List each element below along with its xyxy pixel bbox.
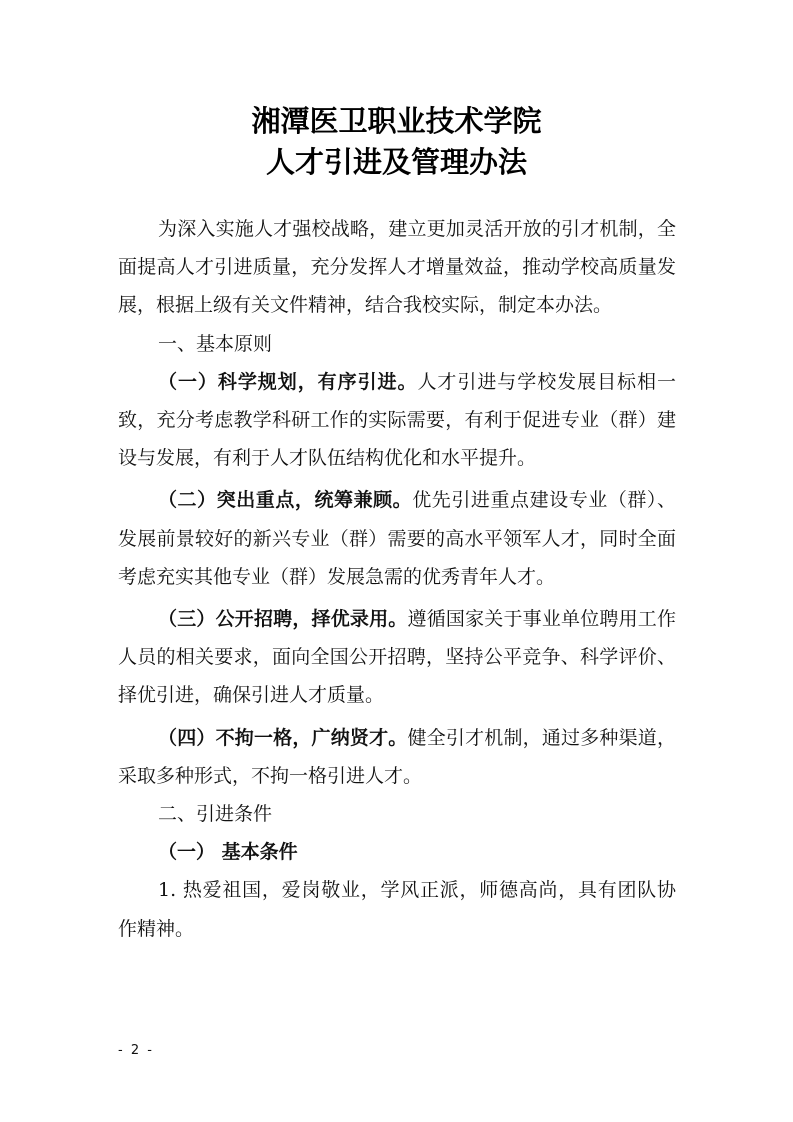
principle-lead-2: （二）突出重点，统筹兼顾。 xyxy=(158,489,413,512)
condition-item-1: 1. 热爱祖国，爱岗敬业，学风正派，师德高尚，具有团队协作精神。 xyxy=(118,879,676,940)
principle-text-2: 优先引进重点建设专业（群）、发展前景较好的新兴专业（群）需要的高水平领军人才，同时全面考虑充实其他专业（群）发展急需的优秀青年人才。 xyxy=(118,489,676,588)
section2-heading: 二、引进条件 xyxy=(158,803,273,826)
principle-lead-4: （四）不拘一格，广纳贤才。 xyxy=(158,726,408,749)
principle-lead-1: （一）科学规划，有序引进。 xyxy=(158,370,418,393)
document-body xyxy=(118,210,676,948)
document-title-line2: 人才引进及管理办法 xyxy=(265,145,527,179)
page-number: - 2 - xyxy=(118,1043,154,1058)
document-title-line1: 湘潭医卫职业技术学院 xyxy=(251,104,542,138)
principle-paragraph-3 xyxy=(118,600,676,715)
principle-lead-3: （三）公开招聘，择优录用。 xyxy=(158,608,408,631)
principle-text-3: 遵循国家关于事业单位聘用工作人员的相关要求，面向全国公开招聘，坚持公平竞争、科学评价、择优引进，确保引进人才质量。 xyxy=(118,608,676,707)
principle-paragraph-2 xyxy=(118,481,676,596)
section1-heading: 一、基本原则 xyxy=(158,332,273,355)
section2-subheading: （一） 基本条件 xyxy=(158,841,298,864)
principle-text-1: 人才引进与学校发展目标相一致，充分考虑教学科研工作的实际需要，有利于促进专业（群）建设与发展，有利于人才队伍结构优化和水平提升。 xyxy=(118,370,676,470)
principle-paragraph-4 xyxy=(118,719,676,795)
principle-text-4: 健全引才机制，通过多种渠道，采取多种形式，不拘一格引进人才。 xyxy=(118,726,676,787)
intro-paragraph: 为深入实施人才强校战略，建立更加灵活开放的引才机制，全面提高人才引进质量，充分发挥人才增量效益，推动学校高质量发展，根据上级有关文件精神，结合我校实际，制定本办法。 xyxy=(118,218,676,317)
principle-paragraph-1 xyxy=(118,363,676,478)
